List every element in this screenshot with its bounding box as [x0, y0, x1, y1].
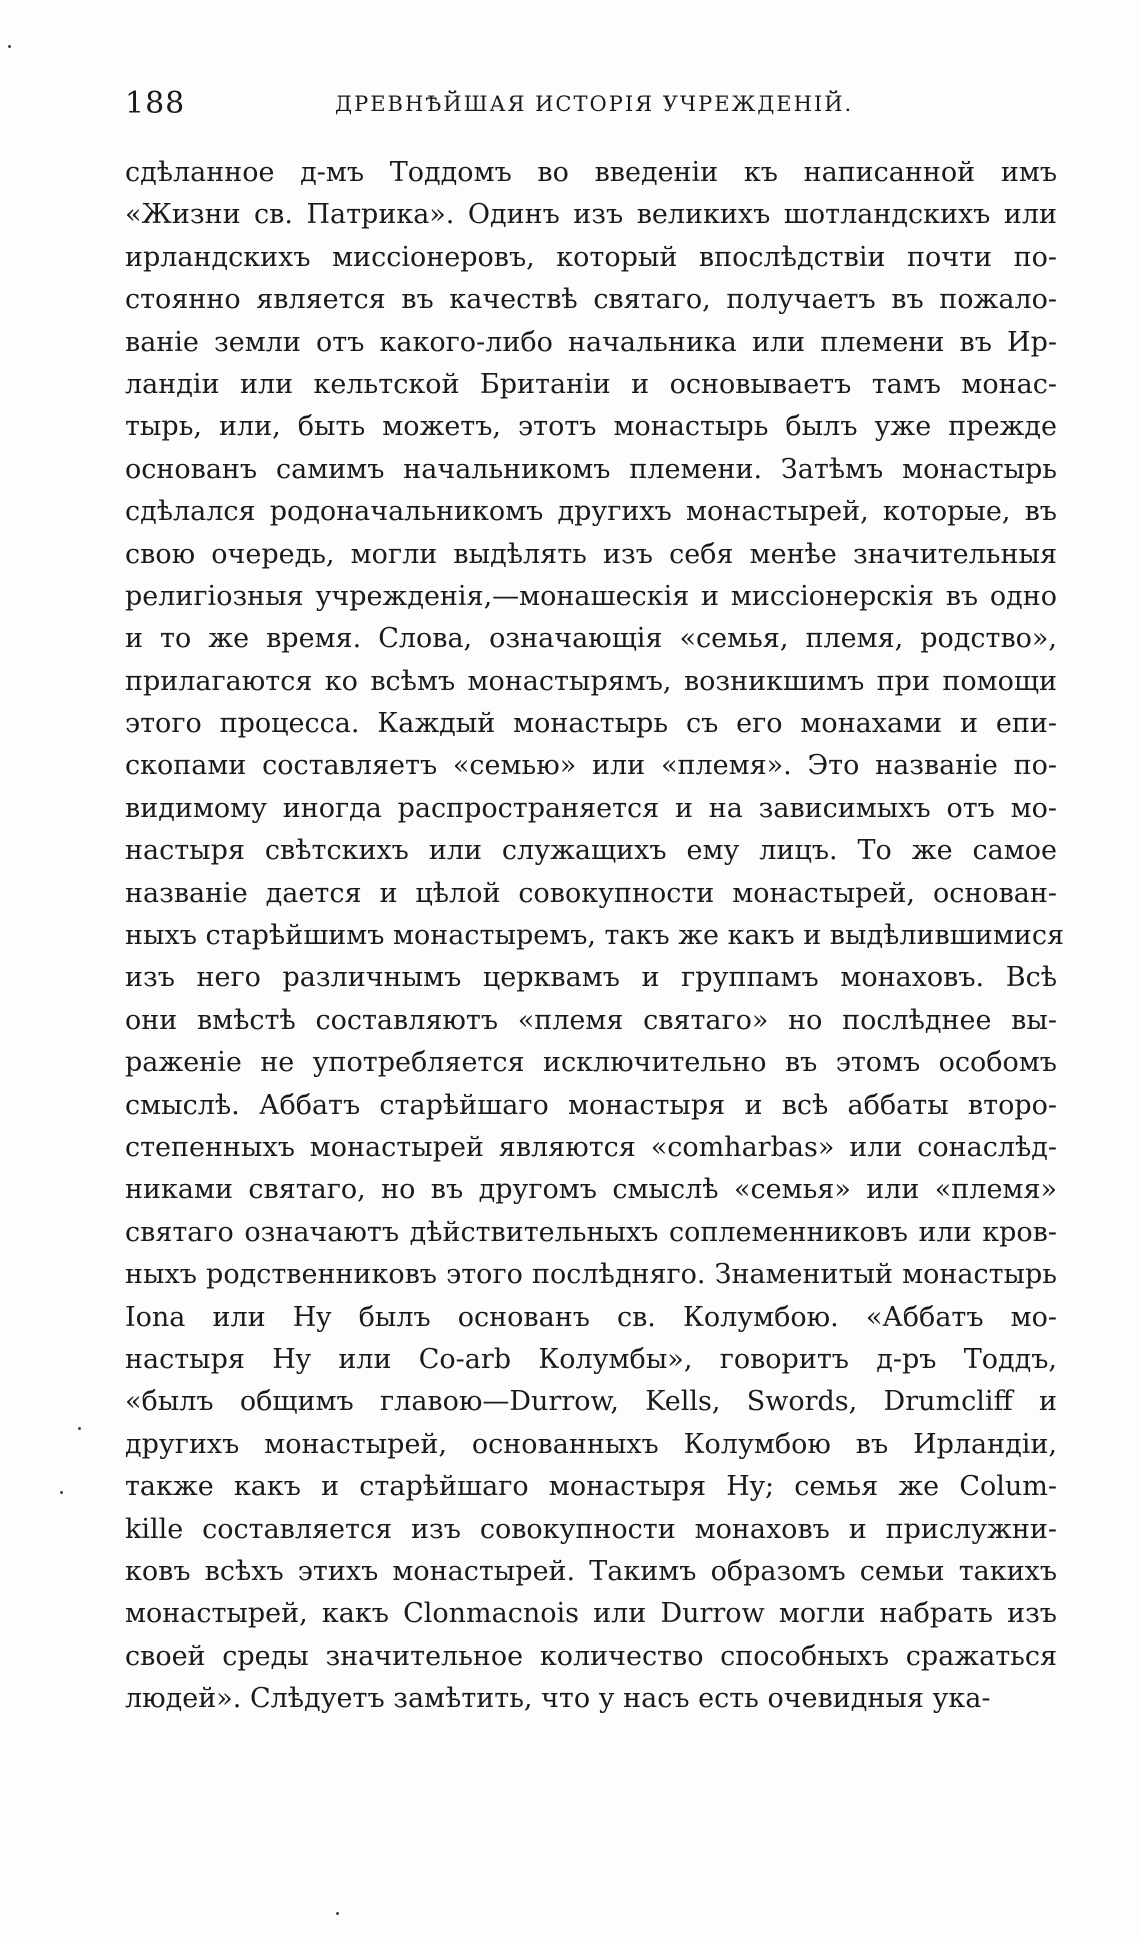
- text-line: сдѣлался родоначальникомъ другихъ монастырей, которые, въ: [125, 496, 1057, 528]
- text-line: kille составляется изъ совокупности монаховъ и прислужни-: [125, 1513, 1057, 1545]
- text-line: религіозныя учрежденія,—монашескія и миссіонерскія въ одно: [125, 580, 1057, 612]
- text-line: ирландскихъ миссіонеровъ, который впослѣдствіи почти по-: [125, 241, 1057, 273]
- text-line: видимому иногда распространяется и на зависимыхъ отъ мо-: [125, 792, 1057, 824]
- running-title: ДРЕВНѢЙШАЯ ИСТОРІЯ УЧРЕЖДЕНІЙ.: [335, 92, 854, 116]
- text-line: никами святаго, но въ другомъ смыслѣ «семья» или «племя»: [125, 1174, 1057, 1206]
- text-line: они вмѣстѣ составляютъ «племя святаго» но послѣднее вы-: [125, 1004, 1057, 1036]
- text-line: «былъ общимъ главою—Durrow, Kells, Swords, Drumcliff и: [125, 1386, 1057, 1418]
- page-number: 188: [125, 86, 186, 121]
- scan-speck: [8, 45, 11, 48]
- text-line: своей среды значительное количество способныхъ сражаться: [125, 1640, 1057, 1672]
- text-line: основанъ самимъ начальникомъ племени. Затѣмъ монастырь: [125, 453, 1057, 485]
- text-line: этого процесса. Каждый монастырь съ его монахами и епи-: [125, 708, 1057, 740]
- text-line: ландіи или кельтской Британіи и основываетъ тамъ монас-: [125, 368, 1057, 400]
- text-line: людей». Слѣдуетъ замѣтить, что у насъ есть очевидныя ука-: [125, 1683, 991, 1715]
- text-line: свою очередь, могли выдѣлять изъ себя менѣе значительныя: [125, 538, 1057, 570]
- text-line: также какъ и старѣйшаго монастыря Hy; семья же Colum-: [125, 1471, 1057, 1503]
- text-line: ковъ всѣхъ этихъ монастырей. Такимъ образомъ семьи такихъ: [125, 1555, 1057, 1587]
- text-line: прилагаются ко всѣмъ монастырямъ, возникшимъ при помощи: [125, 665, 1057, 697]
- text-line: «Жизни св. Патрика». Одинъ изъ великихъ шотландскихъ или: [125, 199, 1057, 231]
- text-line: степенныхъ монастырей являются «comharbas» или сонаслѣд-: [125, 1131, 1057, 1163]
- text-line: раженіе не употребляется исключительно въ этомъ особомъ: [125, 1047, 1057, 1079]
- text-line: монастырей, какъ Clonmacnois или Durrow могли набрать изъ: [125, 1598, 1057, 1630]
- text-line: настыря свѣтскихъ или служащихъ ему лицъ. То же самое: [125, 835, 1057, 867]
- text-line: святаго означаютъ дѣйствительныхъ соплеменниковъ или кров-: [125, 1216, 1057, 1248]
- text-line: ныхъ старѣйшимъ монастыремъ, такъ же какъ и выдѣлившимися: [125, 920, 1065, 952]
- text-line: изъ него различнымъ церквамъ и группамъ монаховъ. Всѣ: [125, 962, 1057, 994]
- scan-speck: [78, 1427, 81, 1430]
- scan-speck: [336, 1912, 339, 1915]
- text-line: скопами составляетъ «семью» или «племя». Это названіе по-: [125, 750, 1057, 782]
- body-text: [125, 152, 1065, 1720]
- page-header: [125, 86, 1045, 122]
- scan-speck: [60, 1491, 63, 1494]
- text-line: другихъ монастырей, основанныхъ Колумбою въ Ирландіи,: [125, 1428, 1057, 1460]
- text-line: сдѣланное д-мъ Тоддомъ во введеніи къ написанной имъ: [125, 157, 1057, 188]
- text-line: и то же время. Слова, означающія «семья, племя, родство»,: [125, 623, 1057, 655]
- text-line: ваніе земли отъ какого-либо начальника или племени въ Ир-: [125, 326, 1057, 358]
- text-line: смыслѣ. Аббатъ старѣйшаго монастыря и всѣ аббаты второ-: [125, 1089, 1057, 1121]
- text-line: названіе дается и цѣлой совокупности монастырей, основан-: [125, 877, 1057, 909]
- text-line: ныхъ родственниковъ этого послѣдняго. Знаменитый монастырь: [125, 1259, 1057, 1291]
- text-line: настыря Hy или Co-arb Колумбы», говоритъ д-ръ Тоддъ,: [125, 1343, 1057, 1375]
- text-line: тырь, или, быть можетъ, этотъ монастырь былъ уже прежде: [125, 411, 1057, 443]
- text-line: Iona или Hy былъ основанъ св. Колумбою. «Аббатъ мо-: [125, 1301, 1057, 1333]
- text-line: стоянно является въ качествѣ святаго, получаетъ въ пожало-: [125, 284, 1057, 316]
